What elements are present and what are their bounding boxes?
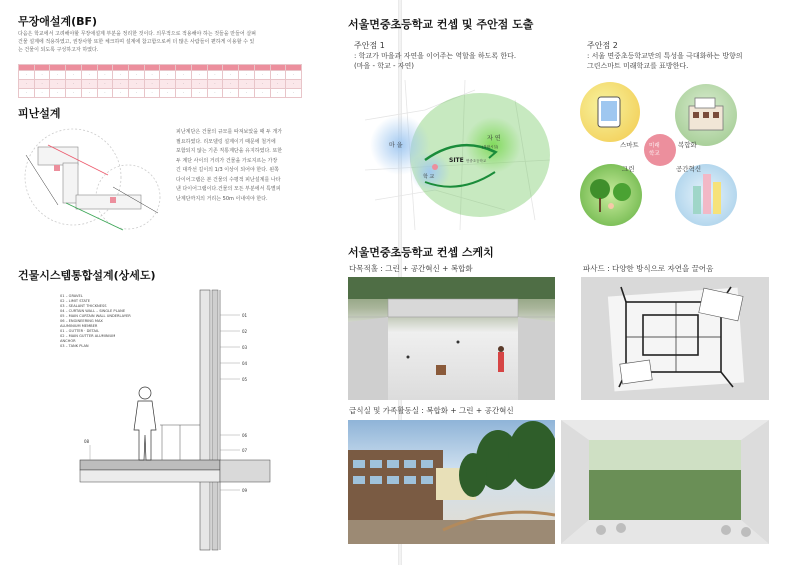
bf-checklist-table: · · · · · · · · · · · · · · · · · · · · · · · · · · · · · · · · · · · · · · · · · · · · · · · · · · · · · · xyxy=(18,64,302,98)
detail-legend-item: 02 – LIMIT STATE xyxy=(60,299,91,303)
circle-complex-image xyxy=(675,84,737,146)
detail-legend-item: 03 – TANK PLAN xyxy=(60,344,89,348)
detail-legend-item: 03 – SEALANT THICKNESS xyxy=(60,304,107,308)
detail-tag: 05 xyxy=(242,377,248,382)
evac-text-line: 필요하였다. 리모델링 설계이기 때문에 철거에 xyxy=(176,138,276,145)
bf-title: 무장애설계(BF) xyxy=(18,15,98,28)
point2-line: 그린스마트 미래학교를 표방한다. xyxy=(587,62,689,70)
bf-text-line: 다음은 학교에서 고려해야할 무장애설계 부분을 정리한 것이다. 의무적으로 적용해야 하는 것들을 만들어 살펴 xyxy=(18,31,257,37)
point2-text xyxy=(587,51,787,71)
evacuation-diagram xyxy=(18,125,168,240)
evac-text-line: 피난계단은 건물의 규모를 따져보았을 때 두 개가 xyxy=(176,129,283,135)
point1-line: : 학교가 마을과 자연을 이어주는 역할을 하도록 한다. xyxy=(354,52,517,60)
circle-smart-image xyxy=(580,82,640,142)
detail-legend-item: ANCHOR xyxy=(60,339,76,343)
detail-tag: 09 xyxy=(242,488,248,493)
circle-complex-label: 복합화 xyxy=(678,141,697,149)
exterior-render xyxy=(348,420,555,544)
sketch2-caption: 파사드 : 다양한 방식으로 자연을 끌어옴 xyxy=(583,264,714,273)
sketch-title: 서울면중초등학교 컨셉 스케치 xyxy=(348,246,494,259)
evac-text-line: 포함되지 않는 기존 직통계단을 유지하였다. 또한 xyxy=(176,148,283,154)
evac-text-line: 긴 대각선 길이의 1/3 이상이 되어야 한다. 왼쪽 xyxy=(176,167,279,173)
sketch2-facade-image xyxy=(581,277,769,400)
future-school-circles xyxy=(580,82,770,232)
detail-tag: 01 xyxy=(242,313,248,318)
concept-title: 서울면중초등학교 컨셉 및 주안점 도출 xyxy=(348,18,534,31)
map-label-school: 학 교 xyxy=(423,174,435,180)
facade-sketch xyxy=(581,277,769,400)
interior-render xyxy=(561,420,769,544)
bf-intro-text xyxy=(18,30,308,54)
circle-smart-label: 스마트 xyxy=(620,141,639,149)
bf-text-line: 는 건물이 되도록 구성하고자 하였다. xyxy=(18,47,99,53)
point1-text xyxy=(354,51,564,71)
hall-perspective xyxy=(348,277,555,400)
sketch3-caption: 급식실 및 가족활동실 : 복합화 + 그린 + 공간혁신 xyxy=(349,406,514,415)
evac-text-line: 다이어그램은 본 건물의 수평적 피난설계를 나타 xyxy=(176,176,281,183)
point1-label: 주안점 1 xyxy=(354,41,385,50)
detail-legend-item: 01 – GRAVEL xyxy=(60,294,83,298)
detail-legend-item: 01 – GUTTER · DETAIL xyxy=(60,329,100,333)
sketch1-hall-image xyxy=(348,277,555,400)
evac-text-line: 두 계단 사이의 거리가 건물을 가로지르는 가장 xyxy=(176,157,278,164)
evac-text-line: 낸 다이어그램이다.건물의 모든 부분에서 특별피 xyxy=(176,186,281,192)
map-label-nature-sub: (복합시설) xyxy=(482,145,499,149)
concept-map-graphic xyxy=(365,80,550,230)
circle-center-label-2: 학교 xyxy=(649,151,660,157)
evac-text xyxy=(176,128,316,204)
circle-green-label: 그린 xyxy=(622,165,635,173)
circle-center-label-1: 미래 xyxy=(649,143,660,149)
tree-icon xyxy=(580,164,642,226)
smart-icon xyxy=(580,82,640,142)
map-label-village: 마 을 xyxy=(389,142,403,149)
point1-line: (마을 - 학교 - 자연) xyxy=(354,62,414,70)
section-detail-drawing xyxy=(50,285,280,555)
evac-text-line: 난계단까지의 거리는 50m 이내여야 한다. xyxy=(176,195,268,202)
point2-label: 주안점 2 xyxy=(587,41,618,50)
detail-tag: 08 xyxy=(84,439,90,444)
detail-tag: 04 xyxy=(242,361,248,366)
detail-legend-item: 06 – ENGINEERING MAX xyxy=(60,319,103,323)
detail-tag: 07 xyxy=(242,448,248,453)
sketch1-caption: 다목적홀 : 그린 + 공간혁신 + 복합화 xyxy=(349,264,473,273)
map-label-site: SITE xyxy=(449,157,464,164)
circle-green-image xyxy=(580,164,642,226)
detail-title: 건물시스템통합설계(상세도) xyxy=(18,269,156,282)
point2-line: : 서울 면중초등학교만의 특성을 극대화하는 방향의 xyxy=(587,52,743,60)
detail-legend-item: 05 – MAIN CURTAIN WALL UNDERLAYER xyxy=(60,314,131,318)
detail-tag: 02 xyxy=(242,329,248,334)
detail-legend-item: 02 – MAIN GUTTER ALUMINIUM xyxy=(60,334,116,338)
space-icon xyxy=(675,164,737,226)
map-label-site-sub: 면중초등학교 xyxy=(466,159,487,163)
detail-tag: 03 xyxy=(242,345,248,350)
map-label-nature: 자 연 xyxy=(487,135,501,142)
detail-tag: 06 xyxy=(242,433,248,438)
circle-space-label: 공간혁신 xyxy=(676,165,702,173)
circle-space-image xyxy=(675,164,737,226)
sketch3-exterior-image xyxy=(348,420,555,544)
building-icon xyxy=(675,84,737,146)
evac-title: 피난설계 xyxy=(18,107,61,120)
bf-text-line: 건물 설계에 적용하였고, 권장사항 또한 체크하며 설계에 참고함으로써 더 많은 사람들이 편하게 이용할 수 있 xyxy=(18,39,255,45)
sketch4-interior-image xyxy=(561,420,769,544)
detail-legend-item: 04 – CURTAIN WALL – SINGLE PLANE xyxy=(60,309,126,313)
concept-site-map xyxy=(365,80,550,230)
detail-legend-item: ALUMINIUM MEMBER xyxy=(60,324,98,328)
